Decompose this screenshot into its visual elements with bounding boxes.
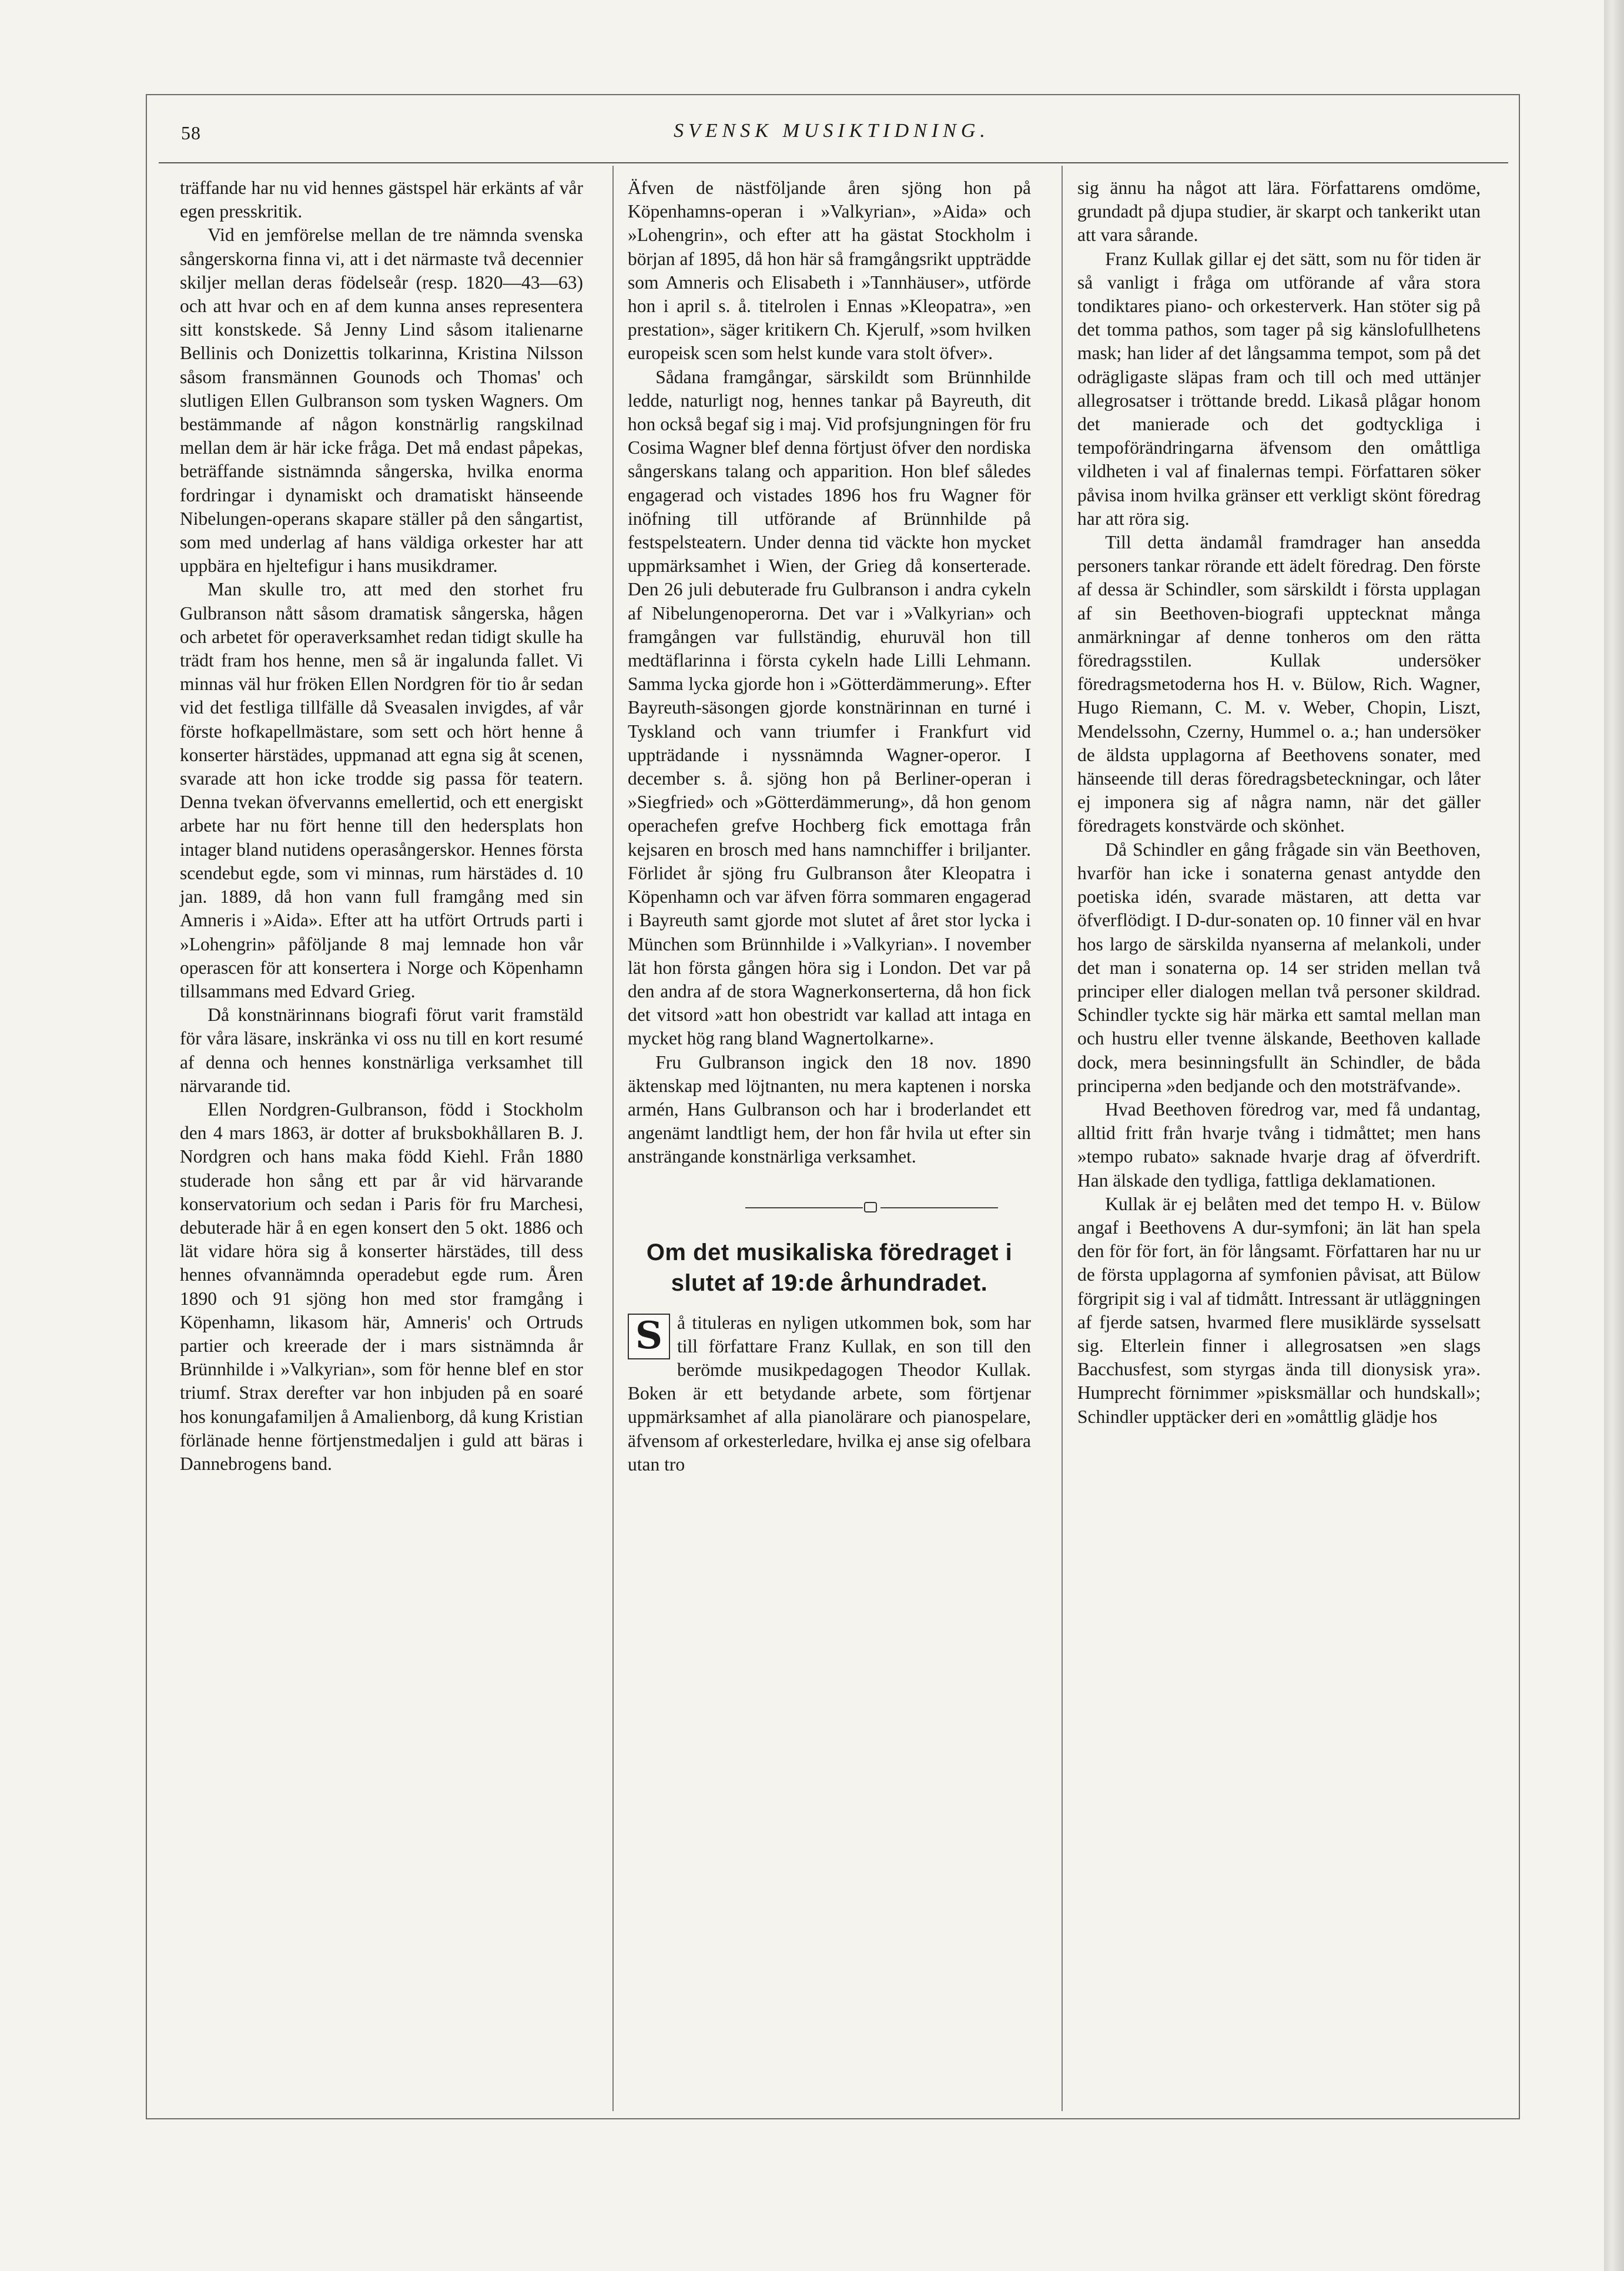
page-number: 58 xyxy=(181,122,201,143)
ornament-knot-icon xyxy=(864,1202,877,1212)
drop-cap: S xyxy=(628,1314,670,1359)
article-first-paragraph xyxy=(628,1311,1031,1476)
column-2 xyxy=(628,176,1031,1476)
header-rule xyxy=(159,162,1508,163)
journal-title: SVENSK MUSIKTIDNING. xyxy=(674,120,990,142)
paragraph: Fru Gulbranson ingick den 18 nov. 1890 äktenskap med löjtnanten, nu mera kaptenen i norska armén, Hans Gulbranson och har i broderlandet ett angenämt landtligt hem, der hon får hvila ut efter sin ansträngande konstnärliga verksamhet. xyxy=(628,1051,1031,1167)
paragraph: träffande har nu vid hennes gästspel här erkänts af vår egen presskritik. xyxy=(180,177,583,222)
paragraph: Då Schindler en gång frågade sin vän Beethoven, hvarför han icke i sonaterna genast antydde den poetiska idén, svarade mästaren, att detta var öfverflödigt. I D-dur-sonaten op. 10 finner väl en hvar hos largo de särskilda nyanserna af melankoli, under det man i sonaterna op. 14 ser striden mellan två principer eller dialogen mellan två personer skildrad. Schindler tyckte sig här märka ett samtal mellan man och hustru eller tvenne älskande, Beethoven kallade dock, mera besinningsfullt än Schindler, de båda principerna »den bedjande och den motsträfvande». xyxy=(1077,839,1481,1096)
column-divider xyxy=(1062,166,1063,2111)
column-3 xyxy=(1077,176,1481,1429)
column-1 xyxy=(180,176,583,1476)
article-first-paragraph-text: å tituleras en nyligen utkommen bok, som har till författare Franz Kullak, en son till den berömde musikpedagogen Theodor Kullak. Boken är ett betydande arbete, som förtjenar uppmärksamhet af alla pianolärare och pianospelare, äfvensom af orkesterledare, hvilka ej anse sig ofelbara utan tro xyxy=(628,1312,1031,1475)
paragraph: Man skulle tro, att med den storhet fru Gulbranson nått såsom dramatisk sångerska, hågen och arbetet för operaverksamhet redan tidigt skulle ha trädt fram hos henne, men så är ingalunda fallet. Vi minnas väl hur fröken Ellen Nordgren för tio år sedan vid det festliga tillfälle då Sveasalen invigdes, af vår förste hofkapellmästare, som sett och hört henne å konserter härstädes, uppmanad att egna sig åt scenen, svarade att hon icke trodde sig passa för teatern. Denna tvekan öfvervanns emellertid, och ett energiskt arbete har nu fört henne till den hedersplats hon intager bland nutidens operasångerskor. Hennes första scendebut egde, som vi minnas, rum härstädes d. 10 jan. 1889, då hon vann full framgång med sin Amneris i »Aida». Efter att ha utfört Ortruds parti i »Lohengrin» påföljande 8 maj lemnade hon vår operascen för att konsertera i Norge och Köpenhamn tillsammans med Edvard Grieg. xyxy=(180,579,583,1001)
paragraph: Kullak är ej belåten med det tempo H. v. Bülow angaf i Beethovens A dur-symfoni; än lät han spela den för för fort, än för långsamt. Författaren har nu ur de första upplagorna af symfonien påvisat, att Bülow förgripit sig i val af tidmått. Intressant är utläggningen af fjerde satsen, hvarmed flere musiklärde sysselsatt sig. Elterlein finner i allegrosatsen »en slags Bacchusfest, som styrgas ända till dionysisk yra». Humprecht förnimmer »pisksmällar och hundskall»; Schindler upptäcker deri en »omåttlig glädje hos xyxy=(1077,1193,1481,1427)
paragraph: Franz Kullak gillar ej det sätt, som nu för tiden är så vanligt i fråga om utförande af våra stora tondiktares piano- och orkesterverk. Han stöter sig på det tomma pathos, som tager på sig känslofullhetens mask; han lider af det långsamma tempot, som på det odrägligaste släpas fram och till och med uttänjer allegrosatser i tröttande bredd. Likaså plågar honom det manierade och det godtyckliga i tempoförändringarna äfvensom den omåttliga vildheten i val af finalernas tempi. Författaren söker påvisa inom hvilka gränser ett verkligt skönt föredrag har att röra sig. xyxy=(1077,248,1481,529)
paragraph: Ellen Nordgren-Gulbranson, född i Stockholm den 4 mars 1863, är dotter af bruksbokhållaren B. J. Nordgren och hans maka född Kiehl. Från 1880 studerade hon sång ett par år vid härvarande konservatorium och sedan i Paris för fru Marchesi, debuterade här å en egen konsert den 5 okt. 1886 och lät vidare höra sig å konserter härstädes, till dess hennes ofvannämnda operadebut egde rum. Åren 1890 och 91 sjöng hon med stor framgång i Köpenhamn, likasom här, Amneris' och Ortruds partier och kreerade der i mars sistnämnda år Brünnhilde i »Valkyrian», som för henne blef en stor triumf. Strax derefter var hon inbjuden på en soaré hos konungafamiljen å Amalienborg, då kung Kristian förlänade henne förtjenstmedaljen i guld att bäras i Dannebrogens band. xyxy=(180,1098,583,1474)
ornament-line xyxy=(745,1207,863,1208)
paragraph: Till detta ändamål framdrager han ansedda personers tankar rörande ett ädelt föredrag. Den förste af dessa är Schindler, som särskildt i första upplagan af sin Beethoven-biografi upptecknat många anmärkningar af denne tonheros om den rätta föredragsstilen. Kullak undersöker föredragsmetoderna hos H. v. Bülow, Rich. Wagner, Hugo Riemann, C. M. v. Weber, Chopin, Liszt, Mendelssohn, Czerny, Hummel o. a.; han undersöker de äldsta upplagorna af Beethovens sonater, med hänseende till deras föredragsbeteckningar, och låter ej imponera sig af några namn, när det gäller föredragets konstvärde och skönhet. xyxy=(1077,532,1481,836)
paragraph: sig ännu ha något att lära. Författarens omdöme, grundadt på djupa studier, är skarpt och tankerikt utan att vara sårande. xyxy=(1077,177,1481,246)
paragraph: Sådana framgångar, särskildt som Brünnhilde ledde, naturligt nog, hennes tankar på Bayreuth, dit hon också begaf sig i maj. Vid profsjungningen för fru Cosima Wagner blef denna förtjust öfver den nordiska sångerskans talang och apparition. Hon blef således engagerad och vistades 1896 hos fru Wagner för inöfning till utförande af Brünnhilde på festspelsteatern. Under denna tid väckte hon mycket uppmärksamhet i Wien, der Grieg då konserterade. Den 26 juli debuterade fru Gulbranson i andra cykeln af Nibelungenoperorna. Det var i »Valkyrian» och framgången var fullständig, ehuruväl hon till medtäflarinna i första cykeln hade Lilli Lehmann. Samma lycka gjorde hon i »Götterdämmerung». Efter Bayreuth-säsongen gjorde konstnärinnan en turné i Tyskland och vann triumfer i Frankfurt vid uppträdande i nyssnämnda Wagner-operor. I december s. å. sjöng hon på Berliner-operan i »Siegfried» och »Götterdämmerung», då hon genom operachefen grefve Hochberg fick emottaga från kejsaren en brosch med hans namnchiffer i briljanter. Förlidet år sjöng fru Gulbranson åter Kleopatra i Köpenhamn och var äfven förra sommaren engagerad i Bayreuth samt gjorde mot slutet af året stor lycka i München som Brünnhilde i »Valkyrian». I november lät hon första gången höra sig i London. Det var på den andra af de stora Wagnerkonserterna, då hon fick det vitsord »att hon obestridt var kallad att intaga en mycket hög rang bland Wagnertolkarne». xyxy=(628,366,1031,1049)
section-divider-ornament xyxy=(628,1202,1031,1214)
article-heading: Om det musikaliska föredraget i slutet af 19:de århundradet. xyxy=(646,1239,1013,1296)
paragraph: Hvad Beethoven föredrog var, med få undantag, alltid fritt från hvarje tvång i tidmåttet; men hans »tempo rubato» saknade hvarje drag af öfverdrift. Han älskade den tydliga, fattliga deklamationen. xyxy=(1077,1098,1481,1191)
binding-edge xyxy=(1604,0,1624,2271)
running-head xyxy=(146,116,1518,158)
paragraph: Äfven de nästföljande åren sjöng hon på Köpenhamns-operan i »Valkyrian», »Aida» och »Lohengrin», och efter att ha gästat Stockholm i början af 1895, då hon här så framgångsrikt uppträdde som Amneris och Elisabeth i »Tannhäuser», utförde hon i april s. å. titelrolen i Ennas »Kleopatra», »en prestation», säger kritikern Ch. Kjerulf, »som hvilken europeisk scen som helst kunde vara stolt öfver». xyxy=(628,177,1031,364)
paragraph: Vid en jemförelse mellan de tre nämnda svenska sångerskorna finna vi, att i det närmaste två decennier skiljer mellan deras födelseår (resp. 1820—43—63) och att hvar och en af dem kunna anses representera sitt konstskede. Så Jenny Lind såsom italienarne Bellinis och Donizettis tolkarinna, Kristina Nilsson såsom fransmännen Gounods och Thomas' och slutligen Ellen Gulbranson som tysken Wagners. Om bestämmande af någon konstnärlig rangskilnad mellan dem är här icke fråga. Det må endast påpekas, beträffande sistnämnda sångerska, hvilka enorma fordringar i dynamiskt och dramatiskt hänseende Nibelungen-operans skapare ställer på den sångartist, som med underlag af hans väldiga orkester har att uppbära en hjeltefigur i hans musikdramer. xyxy=(180,225,583,577)
paragraph: Då konstnärinnans biografi förut varit framstäld för våra läsare, inskränka vi oss nu till en kort resumé af denna och hennes konstnärliga verksamhet till närvarande tid. xyxy=(180,1004,583,1096)
column-divider xyxy=(612,166,614,2111)
ornament-line xyxy=(880,1207,998,1208)
